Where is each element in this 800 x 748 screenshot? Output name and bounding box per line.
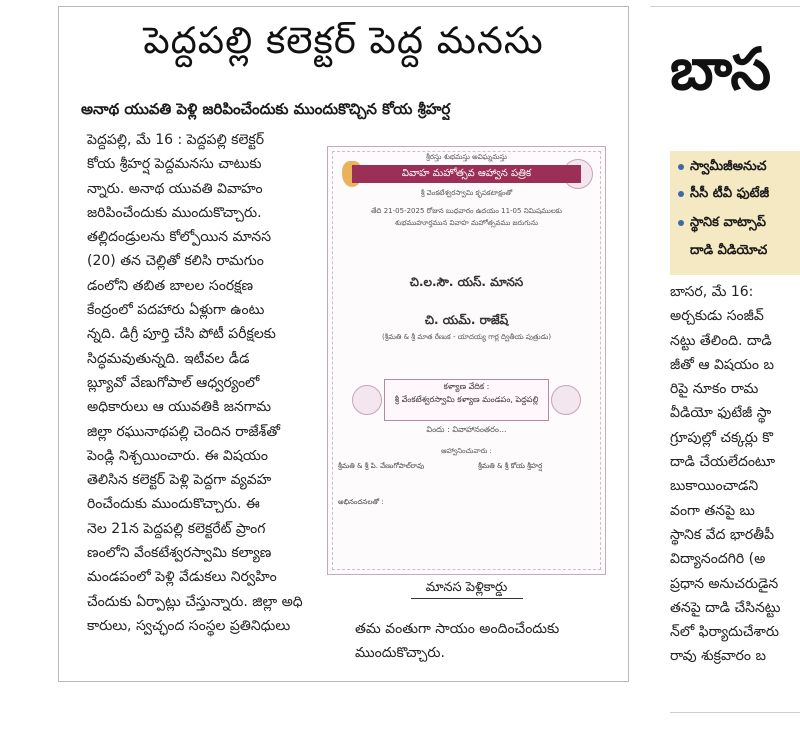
- bullet-icon: [678, 164, 684, 170]
- body-line: ప్రధాన అనుచరుడైన: [670, 575, 779, 592]
- body-line: రిపై నూకం రామ: [670, 381, 759, 398]
- body-line: తమ వంతుగా సాయం అందించేందుకు: [355, 621, 560, 637]
- body-line: అర్చకుడు సంజీవ్: [670, 308, 764, 325]
- body-line: విద్యానందగిరి (అ: [670, 551, 766, 568]
- card-invitees-label: ఆహ్వానించువారు :: [441, 447, 492, 455]
- body-line: (20) తన చెల్లితో కలిసి రామగుం: [87, 253, 264, 270]
- body-line: జీతో ఆ విషయం బ: [670, 356, 774, 373]
- body-line: నట్టు తేలింది. దాడి: [670, 332, 772, 349]
- body-line: న్నది. డిగ్రీ పూర్తి చేసి పోటీ పరీక్షలకు: [87, 326, 276, 343]
- body-line: న్‌లో ఫిర్యాదుచేశారు: [670, 624, 780, 641]
- adjacent-article: [640, 0, 800, 748]
- divider: [670, 712, 800, 713]
- body-line: తనపై దాడి చేసినట్టు: [670, 599, 781, 616]
- body-line: చేందుకు ఏర్పాట్లు చేస్తున్నారు. జిల్లా అధి: [87, 593, 303, 610]
- article-subheadline: అనాథ యువతి పెళ్లి జరిపించేందుకు ముందుకొచ్చిన కోయ శ్రీహర్ష: [81, 100, 451, 118]
- body-line: బ్ల్యూవో వేణుగోపాల్ ఆధ్వర్యంలో: [87, 374, 260, 391]
- card-caption: మానస పెళ్లికార్డు: [425, 580, 508, 595]
- card-venue-label: కళ్యాణ వేదిక :: [443, 382, 490, 391]
- card-venue: శ్రీ వేంకటేశ్వరస్వామి కళ్యాణ మండపం, పెద్దపల్లి: [394, 395, 539, 404]
- card-invite-line: తేది 21-05-2025 రోజున బుధవారం ఉదయం 11-05 నిమిషములకు: [371, 207, 562, 215]
- card-bride-name: చి.ల.సౌ. యస్. మానస: [409, 275, 524, 289]
- article-body-continued: [355, 617, 615, 666]
- body-line: సిద్ధమవుతున్నది. ఇటీవల డీడ: [87, 350, 250, 367]
- body-line: కారులు, స్వచ్ఛంద సంస్థల ప్రతినిధులు: [87, 617, 291, 634]
- body-line: బుకాయించాడని: [670, 478, 759, 495]
- bullet-icon: [678, 220, 684, 226]
- highlight-item: సీసీ టీవీ ఫుటేజీ: [678, 183, 769, 205]
- body-line: ణంలోని వేంకటేశ్వరస్వామి కల్యాణ: [87, 545, 272, 562]
- card-groom-name: చి. యమ్. రాజేష్: [424, 313, 509, 327]
- body-line: దాడి చేయలేదంటూ: [670, 454, 776, 471]
- flower-illustration-icon: [551, 385, 581, 415]
- highlight-item: స్థానిక వాట్సాప్: [678, 212, 766, 234]
- body-line: పెండ్లి నిశ్చయించారు. ఈ విషయం: [87, 447, 268, 464]
- divider: [650, 6, 800, 7]
- card-compliments-label: అభినందనలతో :: [338, 498, 384, 506]
- adjacent-body: [670, 280, 800, 669]
- article-clipping: [58, 6, 629, 682]
- body-line: కోయ శ్రీహర్ష పెద్దమనసు చాటుకు: [87, 156, 262, 173]
- wedding-card-image: [327, 146, 606, 575]
- card-family-right: శ్రీమతి & శ్రీ కోయ శ్రీహర్ష: [478, 462, 543, 470]
- article-body-left-column: [87, 128, 335, 638]
- article-headline: పెద్దపల్లి కలెక్టర్ పెద్ద మనసు: [143, 19, 544, 62]
- highlight-item: స్వామీజీఅనుచ: [678, 156, 767, 178]
- body-line: వీడియో ఫుటేజీ స్థా: [670, 405, 772, 422]
- card-invite-line: శుభముహూర్తమున వివాహ మహోత్సవము జరుగును: [394, 219, 539, 227]
- card-family-left: శ్రీమతి & శ్రీ పి. వేణుగోపాల్‌రావు: [338, 462, 425, 470]
- body-line: బాసర, మే 16:: [670, 284, 754, 300]
- body-line: వంగా తనపై బు: [670, 502, 755, 519]
- body-line: ముందుకొచ్చారు.: [355, 645, 445, 662]
- caption-underline: [411, 598, 523, 599]
- body-line: కేంద్రంలో పదహారు ఏళ్లుగా ఉంటు: [87, 302, 265, 319]
- card-header: వివాహ మహోత్సవ ఆహ్వాన పత్రిక: [352, 165, 581, 183]
- body-line: రావు శుక్రవారం బ: [670, 648, 766, 665]
- body-line: గ్రూపుల్లో చక్కర్లు కొ: [670, 429, 774, 446]
- body-line: నెల 21న పెద్దపల్లి కలెక్టరేట్ ప్రాంగ: [87, 520, 266, 537]
- body-line: తల్లిదండ్రులను కోల్పోయిన మానస: [87, 229, 272, 246]
- body-line: జిల్లా రఘునాథపల్లి చెందిన రాజేశ్‌తో: [87, 423, 281, 440]
- bullet-icon: [678, 191, 684, 197]
- card-feast: విందు : వివాహానంతరం...: [426, 425, 507, 434]
- card-groom-parents: (శ్రీమతి & శ్రీ మాత రేణుక - యాదయ్య గార్ల ద్వితీయ పుత్రుడు): [381, 333, 552, 341]
- card-venue-box: [384, 379, 549, 421]
- body-line: అధికారులు ఆ యువతికి జనగామ: [87, 399, 272, 416]
- card-invite-line: శ్రీ వెంకటేశ్వరస్వామి కృపకటాక్షంతో: [420, 189, 513, 197]
- body-line: న్నారు. అనాథ యువతి వివాహం: [87, 180, 263, 197]
- body-line: డంలోని తబిత బాలల సంరక్షణ: [87, 277, 254, 294]
- body-line: మండపంలో పెళ్లి వేడుకలు నిర్వహిం: [87, 569, 277, 586]
- body-line: పెద్దపల్లి, మే 16 : పెద్దపల్లి కలెక్టర్: [87, 132, 264, 148]
- couple-illustration-icon: [352, 385, 382, 415]
- body-line: జరిపించేందుకు ముందుకొచ్చారు.: [87, 204, 262, 221]
- body-line: తెలిసిన కలెక్టర్ పెళ్లి పెద్దగా వ్యవహ: [87, 472, 272, 489]
- body-line: స్థానిక వేద భారతీపీ: [670, 526, 775, 543]
- card-blessing-row: శ్రీరస్తు శుభమస్తు అవిఘ్నమస్తు: [426, 153, 507, 161]
- body-line: రించేందుకు ముందుకొచ్చారు. ఈ: [87, 496, 260, 513]
- highlight-item-continued: దాడి వీడియోచ: [690, 243, 768, 258]
- adjacent-headline: బాస: [670, 35, 772, 103]
